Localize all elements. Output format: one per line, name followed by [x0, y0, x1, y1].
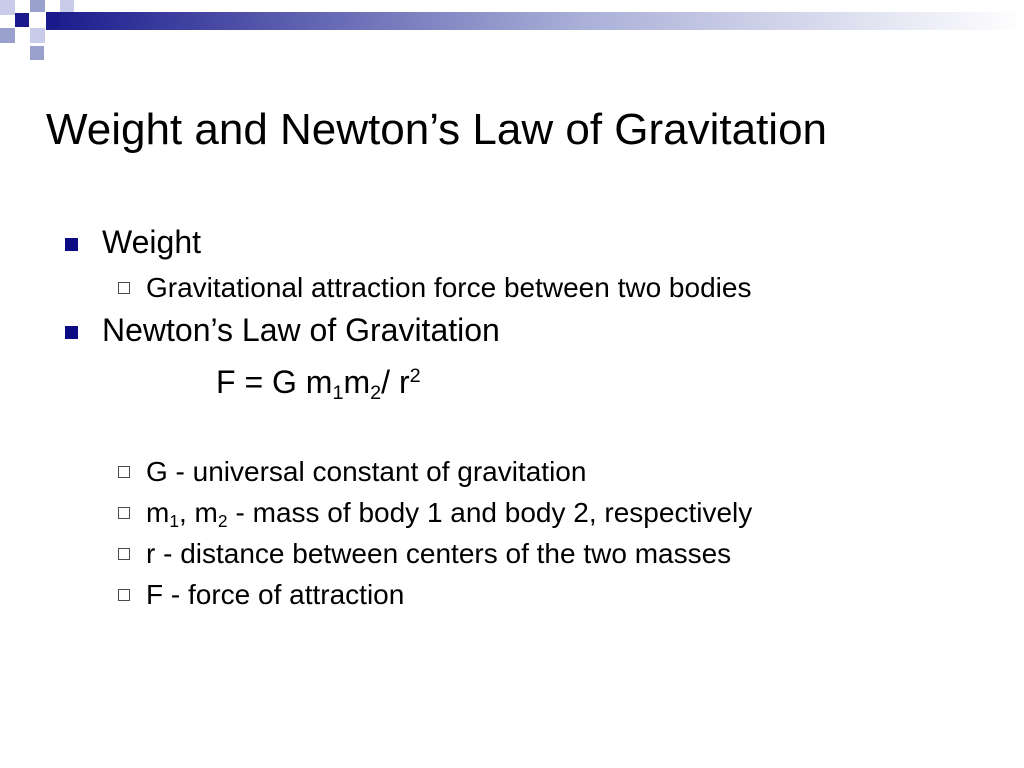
formula-m2: m [343, 364, 371, 400]
header-decoration [0, 0, 1024, 64]
formula-sub-2: 2 [370, 381, 382, 404]
mass-comma: , [178, 497, 195, 528]
sub-bullet-box-icon [118, 507, 130, 519]
formula-lhs: F = G m [216, 364, 333, 400]
formula-exponent: 2 [409, 365, 421, 388]
deco-square [0, 28, 15, 43]
bullet-square-icon [65, 326, 78, 339]
mass-m2: m [194, 497, 218, 528]
deco-square [30, 28, 45, 43]
sub-bullet-box-icon [118, 282, 130, 294]
header-gradient-bar [46, 12, 1024, 30]
deco-square [46, 13, 60, 27]
deco-square [30, 0, 45, 12]
sub-bullet-distance: r - distance between centers of the two masses [146, 538, 732, 569]
mass-sub-2: 2 [217, 511, 228, 532]
sub-bullet-masses [146, 495, 752, 531]
formula-division: / r [381, 364, 410, 400]
sub-bullet-force: F - force of attraction [146, 579, 405, 610]
deco-square [60, 0, 74, 12]
sub-bullet-box-icon [118, 589, 130, 601]
mass-sub-1: 1 [169, 511, 179, 532]
deco-square [0, 0, 15, 15]
sub-bullet-box-icon [118, 548, 130, 560]
bullet-square-icon [65, 238, 78, 251]
bullet-weight: Weight [102, 224, 202, 260]
slide-title: Weight and Newton’s Law of Gravitation [46, 105, 828, 154]
formula-sub-1: 1 [332, 381, 344, 404]
mass-m1: m [146, 497, 170, 528]
deco-square [30, 46, 44, 60]
bullet-newtons-law: Newton’s Law of Gravitation [102, 312, 500, 348]
sub-bullet-box-icon [118, 466, 130, 478]
mass-description: - mass of body 1 and body 2, respectively [235, 497, 753, 528]
sub-bullet-g-constant: G - universal constant of gravitation [146, 456, 587, 487]
gravitation-formula [216, 360, 421, 404]
deco-square [15, 13, 29, 27]
sub-bullet-gravitational-attraction: Gravitational attraction force between two bodies [146, 272, 752, 303]
